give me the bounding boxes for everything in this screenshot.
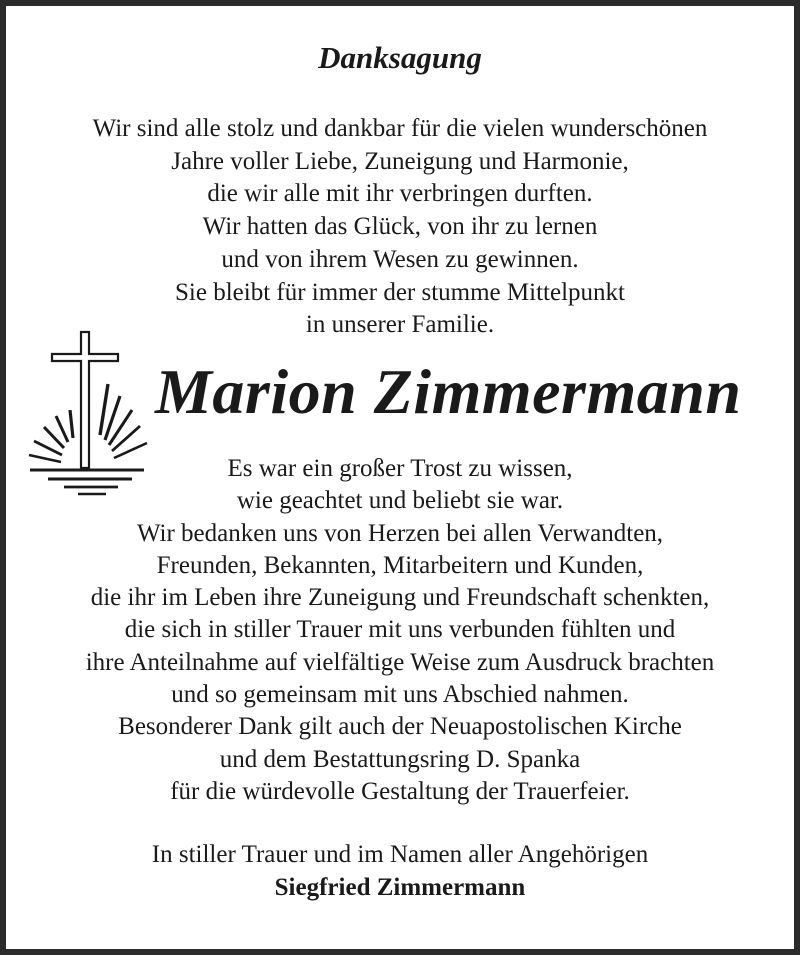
- body-line: für die würdevolle Gestaltung der Trauerfeier.: [170, 777, 630, 805]
- signer-name: Siegfried Zimmermann: [274, 874, 526, 901]
- notice-heading: Danksagung: [318, 40, 482, 75]
- body-line: Wir bedanken uns von Herzen bei allen Verwandten,: [136, 519, 664, 547]
- intro-line: die wir alle mit ihr verbringen durften.: [207, 180, 593, 208]
- deceased-name: Marion Zimmermann: [155, 356, 742, 427]
- intro-line: Wir hatten das Glück, von ihr zu lernen: [202, 213, 598, 241]
- intro-paragraph: [0, 113, 800, 342]
- intro-line: in unserer Familie.: [305, 311, 495, 339]
- body-line: Besonderer Dank gilt auch der Neuapostolischen Kirche: [118, 713, 682, 741]
- body-line: die ihr im Leben ihre Zuneigung und Freundschaft schenkten,: [90, 584, 710, 612]
- body-line: und so gemeinsam mit uns Abschied nahmen.: [171, 681, 629, 709]
- body-line: wie geachtet und beliebt sie war.: [236, 487, 564, 515]
- closing-line: In stiller Trauer und im Namen aller Angehörigen: [151, 841, 649, 868]
- thanks-paragraph: [0, 453, 800, 808]
- intro-line: Jahre voller Liebe, Zuneigung und Harmonie,: [171, 147, 629, 175]
- intro-line: Wir sind alle stolz und dankbar für die vielen wunderschönen: [92, 115, 708, 142]
- body-line: ihre Anteilnahme auf vielfältige Weise zum Ausdruck brachten: [85, 648, 715, 676]
- body-line: und dem Bestattungsring D. Spanka: [219, 745, 581, 773]
- body-line: Es war ein großer Trost zu wissen,: [227, 455, 573, 482]
- intro-line: und von ihrem Wesen zu gewinnen.: [221, 245, 579, 273]
- body-line: die sich in stiller Trauer mit uns verbunden fühlten und: [124, 616, 676, 644]
- body-line: Freunden, Bekannten, Mitarbeitern und Kunden,: [156, 551, 644, 579]
- closing-block: [0, 838, 800, 904]
- intro-line: Sie bleibt für immer der stumme Mittelpunkt: [175, 278, 625, 306]
